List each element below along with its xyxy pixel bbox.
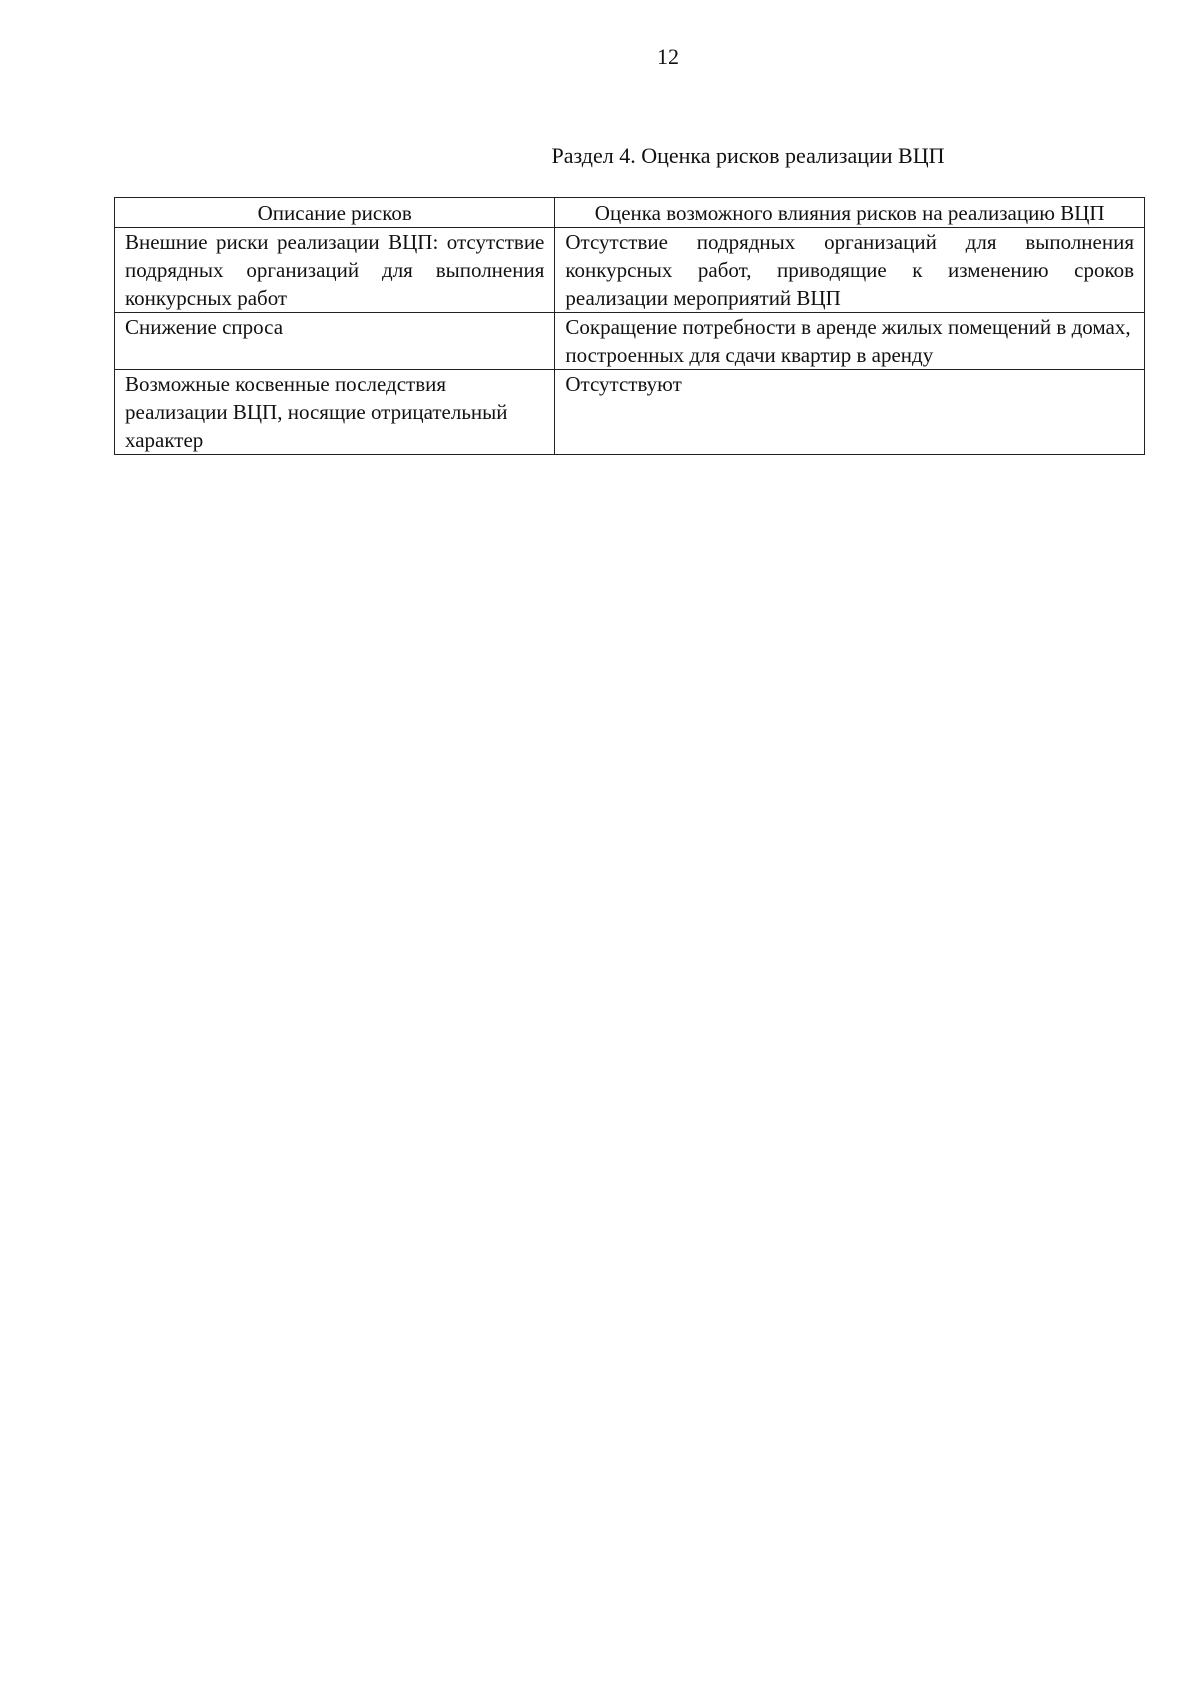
table-row — [115, 313, 1145, 370]
risk-description-cell: Снижение спроса — [115, 313, 555, 370]
header-risk-description: Описание рисков — [115, 198, 555, 228]
risk-impact-cell: Отсутствуют — [555, 370, 1145, 455]
table-header-row — [115, 198, 1145, 228]
page-number: 12 — [657, 44, 679, 69]
risk-description-cell: Возможные косвенные последствия реализации ВЦП, носящие отрицательный характер — [115, 370, 555, 455]
risk-description-cell: Внешние риски реализации ВЦП: отсутствие подрядных организаций для выполнения конкурсных работ — [115, 228, 555, 313]
section-title: Раздел 4. Оценка рисков реализации ВЦП — [551, 143, 945, 168]
header-risk-impact: Оценка возможного влияния рисков на реализацию ВЦП — [555, 198, 1145, 228]
risk-assessment-table — [114, 197, 1145, 455]
risk-impact-cell: Отсутствие подрядных организаций для выполнения конкурсных работ, приводящие к изменению сроков реализации мероприятий ВЦП — [555, 228, 1145, 313]
table-row — [115, 370, 1145, 455]
risk-impact-cell: Сокращение потребности в аренде жилых помещений в домах, построенных для сдачи квартир в аренду — [555, 313, 1145, 370]
table-row — [115, 228, 1145, 313]
